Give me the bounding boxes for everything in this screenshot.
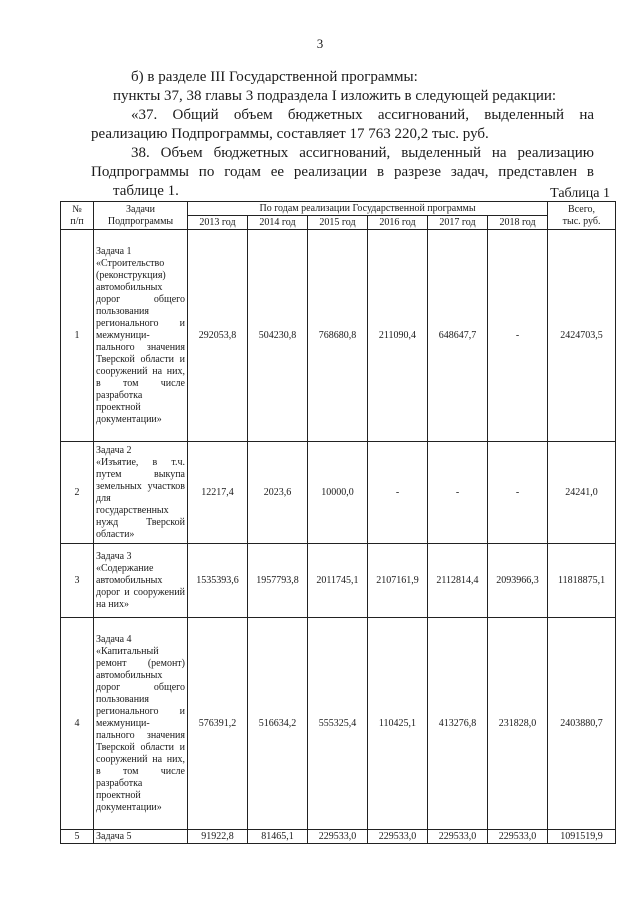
value-2013: 576391,2: [188, 618, 248, 830]
value-2018: 229533,0: [488, 830, 548, 844]
header-task-l2: Подпрограммы: [107, 215, 174, 227]
task-cell: [94, 618, 188, 830]
value-2017: 2112814,4: [428, 544, 488, 618]
value-2013: 12217,4: [188, 442, 248, 544]
value-2013: 1535393,6: [188, 544, 248, 618]
task-description: «Содержание автомобильных дорог и сооружений на них»: [96, 562, 185, 610]
value-2017: 229533,0: [428, 830, 488, 844]
task-title: Задача 4: [96, 633, 132, 645]
budget-table: [60, 201, 616, 844]
value-2016: -: [368, 442, 428, 544]
value-2015: 768680,8: [308, 230, 368, 442]
task-cell: [94, 830, 188, 844]
header-number-l2: п/п: [70, 215, 84, 227]
task-cell: [94, 230, 188, 442]
row-number: 1: [61, 230, 94, 442]
task-description: «Изъятие, в т.ч. путем выкупа земельных участков для государственных нужд Тверской области»: [96, 456, 185, 540]
value-2014: 81465,1: [248, 830, 308, 844]
task-title: Задача 3: [96, 550, 132, 562]
header-years-group: По годам реализации Государственной программы: [188, 202, 548, 216]
header-total-l2: тыс. руб.: [562, 215, 601, 227]
header-number-l1: №: [72, 203, 82, 215]
value-2016: 2107161,9: [368, 544, 428, 618]
paragraph-points-edit: пункты 37, 38 главы 3 подраздела I изложить в следующей редакции:: [113, 88, 557, 104]
task-description: «Строительство (реконструкция) автомобильных дорог общего пользования регионального и межмуници-пального значения Тверской области и сооружений на них, в том числе разработка проектной документации»: [96, 257, 185, 425]
table-row: [61, 544, 616, 618]
task-title: Задача 2: [96, 444, 132, 456]
value-2018: -: [488, 230, 548, 442]
value-2014: 516634,2: [248, 618, 308, 830]
paragraph-37-line1: «37. Общий объем бюджетных ассигнований, выделенный на: [131, 107, 594, 123]
paragraph-section-intro: б) в разделе III Государственной программы:: [131, 69, 418, 85]
row-number: 2: [61, 442, 94, 544]
header-year-2017: 2017 год: [428, 216, 488, 230]
task-title: Задача 1: [96, 245, 132, 257]
page-number: 3: [316, 36, 324, 51]
value-2013: 292053,8: [188, 230, 248, 442]
task-cell: [94, 442, 188, 544]
table-row: [61, 230, 616, 442]
header-number: [61, 202, 94, 230]
row-number: 4: [61, 618, 94, 830]
paragraph-38-line3: таблице 1.: [113, 183, 179, 199]
value-2015: 555325,4: [308, 618, 368, 830]
value-total: 24241,0: [548, 442, 616, 544]
value-total: 11818875,1: [548, 544, 616, 618]
value-2016: 110425,1: [368, 618, 428, 830]
paragraph-38-line1: 38. Объем бюджетных ассигнований, выделенный на реализацию: [131, 145, 594, 161]
value-total: 1091519,9: [548, 830, 616, 844]
paragraph-38-line2: Подпрограммы по годам ее реализации в разрезе задач, представлен в: [91, 164, 594, 180]
value-2015: 2011745,1: [308, 544, 368, 618]
task-title: Задача 5: [96, 830, 132, 842]
value-2017: 648647,7: [428, 230, 488, 442]
row-number: 3: [61, 544, 94, 618]
value-2014: 504230,8: [248, 230, 308, 442]
value-2018: -: [488, 442, 548, 544]
table-row: [61, 618, 616, 830]
table-row: [61, 830, 616, 844]
table-caption: Таблица 1: [550, 186, 610, 201]
task-cell: [94, 544, 188, 618]
header-total: [548, 202, 616, 230]
value-2018: 231828,0: [488, 618, 548, 830]
value-2016: 229533,0: [368, 830, 428, 844]
header-year-2015: 2015 год: [308, 216, 368, 230]
value-2018: 2093966,3: [488, 544, 548, 618]
value-2015: 10000,0: [308, 442, 368, 544]
header-year-2013: 2013 год: [188, 216, 248, 230]
value-2016: 211090,4: [368, 230, 428, 442]
value-2015: 229533,0: [308, 830, 368, 844]
value-total: 2424703,5: [548, 230, 616, 442]
table-row: [61, 442, 616, 544]
header-year-2018: 2018 год: [488, 216, 548, 230]
value-2017: -: [428, 442, 488, 544]
header-year-2016: 2016 год: [368, 216, 428, 230]
header-total-l1: Всего,: [568, 203, 596, 215]
task-description: «Капитальный ремонт (ремонт) автомобильных дорог общего пользования регионального и межмуници-пального значения Тверской области и сооружений на них, в том числе разработка проектной документации»: [96, 645, 185, 813]
row-number: 5: [61, 830, 94, 844]
value-2014: 2023,6: [248, 442, 308, 544]
header-task-l1: Задачи: [126, 203, 155, 215]
header-year-2014: 2014 год: [248, 216, 308, 230]
header-task: [94, 202, 188, 230]
value-2014: 1957793,8: [248, 544, 308, 618]
paragraph-37-line2: реализацию Подпрограммы, составляет 17 763 220,2 тыс. руб.: [91, 126, 489, 142]
value-total: 2403880,7: [548, 618, 616, 830]
value-2017: 413276,8: [428, 618, 488, 830]
value-2013: 91922,8: [188, 830, 248, 844]
